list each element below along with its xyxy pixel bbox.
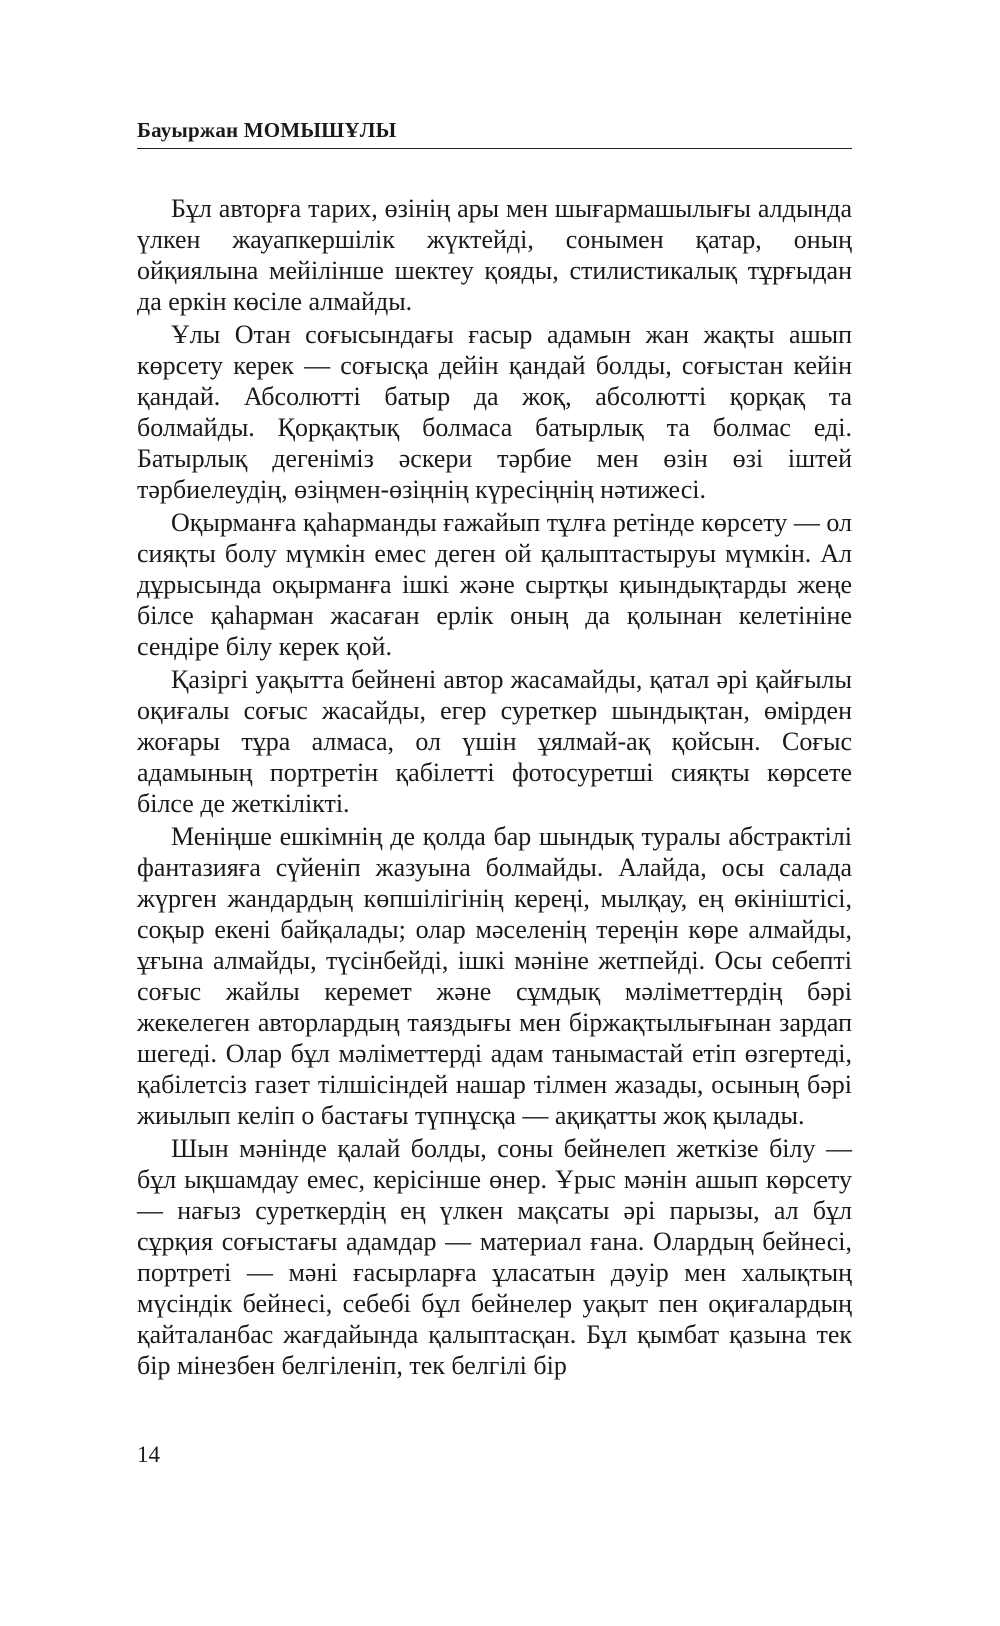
paragraph: Шын мәнінде қалай болды, соны бейнелеп жеткізе білу — бұл ықшамдау емес, керісінше өнер. Ұрыс мәнін ашып көрсету — нағыз суреткердің ең үлкен мақсаты әрі парызы, ал бұл сұрқия соғыстағы адамдар — материал ғана. Олардың бейнесі, портреті — мәні ғасырларға ұласатын дәуір мен халықтың мүсіндік бейнесі, себебі бұл бейнелер уақыт пен оқиғалардың қайталанбас жағдайында қалыптасқан. Бұл қымбат қазына тек бір мінезбен белгіленіп, тек белгілі бір <box>137 1134 852 1380</box>
paragraph: Оқырманға қаһарманды ғажайып тұлға ретінде көрсету — ол сияқты болу мүмкін емес деген ой қалыптастыруы мүмкін. Ал дұрысында оқырманға ішкі және сыртқы қиындықтарды жеңе білсе қаһарман жасаған ерлік оның да қолынан келетініне сендіре білу керек қой. <box>137 508 852 661</box>
body-text <box>137 193 852 1381</box>
paragraph: Ұлы Отан соғысындағы ғасыр адамын жан жақты ашып көрсету керек — соғысқа дейін қандай болды, соғыстан кейін қандай. Абсолютті батыр да жоқ, абсолютті қорқақ та болмайды. Қорқақтық болмаса батырлық та болмас еді. Батырлық дегеніміз әскери тәрбие мен өзін өзі іштей тәрбиелеудің, өзіңмен-өзіңнің күресіңнің нәтижесі. <box>137 320 852 504</box>
paragraph: Меніңше ешкімнің де қолда бар шындық туралы абстрактілі фантазияға сүйеніп жазуына болмайды. Алайда, осы салада жүрген жандардың көпшілігінің кереңі, мылқау, ең өкініштісі, соқыр екені байқалады; олар мәселенің тереңін көре алмайды, ұғына алмайды, түсінбейді, ішкі мәніне жетпейді. Осы себепті соғыс жайлы керемет және сұмдық мәліметтердің бәрі жекелеген авторлардың таяздығы мен біржақтылығынан зардап шегеді. Олар бұл мәліметтерді адам танымастай етіп өзгертеді, қабілетсіз газет тілшісіндей нашар тілмен жазады, осының бәрі жиылып келіп о бастағы түпнұсқа — ақиқатты жоқ қылады. <box>137 822 852 1130</box>
paragraph: Қазіргі уақытта бейнені автор жасамайды, қатал әрі қайғылы оқиғалы соғыс жасайды, егер суреткер шындықтан, өмірден жоғары тұра алмаса, ол үшін ұялмай-ақ қойсын. Соғыс адамының портретін қабілетті фотосуретші сияқты көрсете білсе де жеткілікті. <box>137 665 852 818</box>
page-number: 14 <box>137 1442 160 1467</box>
running-header-author: Бауыржан МОМЫШҰЛЫ <box>137 118 397 142</box>
running-header <box>137 114 852 149</box>
paragraph: Бұл авторға тарих, өзінің ары мен шығармашылығы алдында үлкен жауапкершілік жүктейді, сонымен қатар, оның ойқиялына мейілінше шектеу қояды, стилистикалық тұрғыдан да еркін көсіле алмайды. <box>137 194 852 316</box>
